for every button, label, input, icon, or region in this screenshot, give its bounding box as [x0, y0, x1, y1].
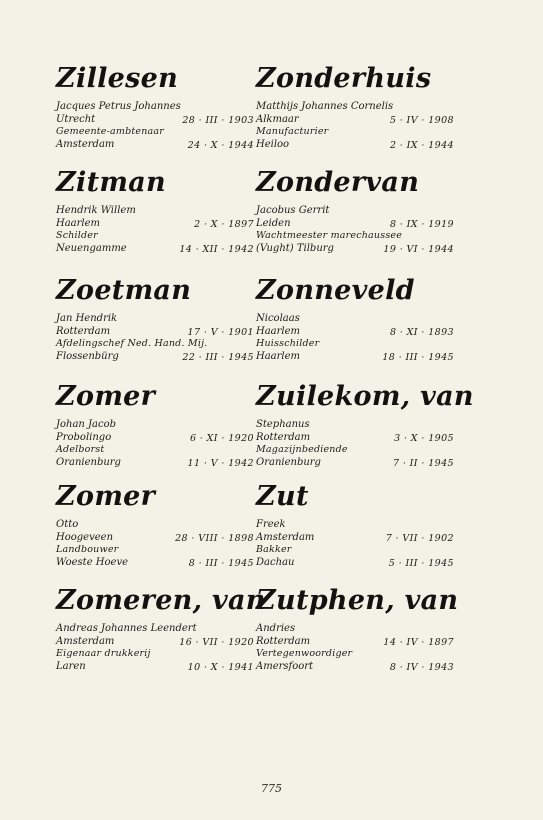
death-place: Heiloo	[256, 139, 290, 150]
entry-zutphen-van	[256, 584, 459, 673]
death-place: Amersfoort	[256, 661, 314, 672]
occupation: Landbouwer	[56, 544, 119, 555]
given-names: Stephanus	[256, 419, 310, 430]
death-date: 22 · III · 1945	[182, 352, 254, 363]
entry-zomer-otto	[56, 480, 256, 569]
death-place: (Vught) Tilburg	[256, 243, 334, 254]
birth-line	[256, 531, 456, 544]
death-date: 18 · III · 1945	[382, 352, 454, 363]
death-date: 14 · XII · 1942	[179, 244, 254, 255]
occupation: Schilder	[56, 230, 98, 241]
death-line	[56, 660, 256, 673]
birth-date: 8 · XI · 1893	[389, 327, 454, 338]
death-date: 24 · X · 1944	[187, 140, 254, 151]
entry-zondervan	[256, 166, 456, 255]
birth-date: 28 · III · 1903	[182, 115, 254, 126]
surname: Zitman	[56, 167, 166, 198]
surname: Zonderhuis	[256, 63, 432, 94]
occupation: Wachtmeester marechaussee	[256, 230, 403, 241]
birth-line	[56, 431, 256, 444]
death-line	[256, 350, 456, 363]
death-date: 5 · III · 1945	[388, 558, 454, 569]
birth-line	[56, 635, 256, 648]
death-place: Haarlem	[256, 351, 301, 362]
death-date: 11 · V · 1942	[187, 458, 254, 469]
occupation: Adelborst	[56, 444, 105, 455]
death-line	[56, 138, 256, 151]
surname: Zomer	[56, 481, 156, 512]
birth-line	[256, 635, 456, 648]
death-line	[56, 242, 256, 255]
given-names: Jacques Petrus Johannes	[56, 101, 181, 112]
death-line	[256, 556, 456, 569]
death-line	[256, 138, 456, 151]
occupation: Huisschilder	[256, 338, 320, 349]
occupation: Gemeente-ambtenaar	[56, 126, 165, 137]
surname: Zondervan	[256, 167, 420, 198]
death-line	[56, 556, 256, 569]
birth-date: 17 · V · 1901	[187, 327, 254, 338]
entry-zonneveld	[256, 274, 456, 363]
death-place: Oranienburg	[256, 457, 321, 468]
occupation: Eigenaar drukkerij	[56, 648, 151, 659]
given-names: Freek	[256, 519, 286, 530]
birth-place: Leiden	[256, 218, 291, 229]
death-line	[56, 350, 256, 363]
birth-place: Amsterdam	[256, 532, 315, 543]
given-names: Otto	[56, 519, 79, 530]
death-place: Amsterdam	[56, 139, 115, 150]
birth-place: Hoogeveen	[56, 532, 114, 543]
given-names: Matthijs Johannes Cornelis	[256, 101, 394, 112]
death-date: 8 · III · 1945	[188, 558, 254, 569]
birth-date: 7 · VII · 1902	[385, 533, 454, 544]
entry-zitman	[56, 166, 256, 255]
birth-line	[256, 325, 456, 338]
birth-place: Rotterdam	[56, 326, 111, 337]
death-place: Woeste Hoeve	[56, 557, 129, 568]
death-place: Flossenbürg	[56, 351, 119, 362]
birth-line	[256, 431, 456, 444]
birth-place: Rotterdam	[256, 432, 311, 443]
entry-zuilekom-van	[256, 380, 474, 469]
given-names: Johan Jacob	[56, 419, 117, 430]
birth-date: 16 · VII · 1920	[179, 637, 254, 648]
death-line	[256, 456, 456, 469]
given-names: Andries	[256, 623, 296, 634]
death-date: 7 · II · 1945	[392, 458, 454, 469]
death-date: 19 · VI · 1944	[383, 244, 454, 255]
birth-place: Utrecht	[56, 114, 96, 125]
given-names: Jan Hendrik	[56, 313, 118, 324]
birth-line	[256, 217, 456, 230]
death-date: 8 · IV · 1943	[389, 662, 454, 673]
birth-place: Haarlem	[256, 326, 301, 337]
occupation: Manufacturier	[256, 126, 329, 137]
birth-place: Amsterdam	[56, 636, 115, 647]
death-place: Neuengamme	[56, 243, 127, 254]
birth-place: Probolingo	[56, 432, 112, 443]
birth-date: 14 · IV · 1897	[383, 637, 454, 648]
entry-zut	[256, 480, 456, 569]
entry-zonderhuis	[256, 62, 456, 151]
death-place: Dachau	[256, 557, 295, 568]
occupation: Magazijnbediende	[256, 444, 348, 455]
entry-zoetman	[56, 274, 256, 363]
entry-zomeren-van	[56, 584, 266, 673]
death-date: 2 · IX · 1944	[389, 140, 454, 151]
death-place: Oranienburg	[56, 457, 121, 468]
death-line	[256, 242, 456, 255]
surname: Zomer	[56, 381, 156, 412]
occupation: Bakker	[256, 544, 292, 555]
surname: Zomeren, van	[56, 585, 266, 616]
surname: Zoetman	[56, 275, 192, 306]
birth-line	[56, 531, 256, 544]
surname: Zut	[256, 481, 309, 512]
surname: Zutphen, van	[256, 585, 459, 616]
death-line	[56, 456, 256, 469]
birth-place: Rotterdam	[256, 636, 311, 647]
occupation: Vertegenwoordiger	[256, 648, 353, 659]
birth-place: Alkmaar	[256, 114, 299, 125]
birth-date: 8 · IX · 1919	[389, 219, 454, 230]
given-names: Andreas Johannes Leendert	[56, 623, 197, 634]
birth-line	[256, 113, 456, 126]
birth-line	[56, 113, 256, 126]
birth-date: 2 · X · 1897	[194, 219, 254, 230]
page-number: 775	[261, 782, 282, 795]
birth-date: 3 · X · 1905	[394, 433, 454, 444]
birth-date: 28 · VIII · 1898	[175, 533, 254, 544]
birth-date: 5 · IV · 1908	[389, 115, 454, 126]
given-names: Hendrik Willem	[56, 205, 136, 216]
surname: Zuilekom, van	[256, 381, 474, 412]
death-line	[256, 660, 456, 673]
death-place: Laren	[56, 661, 86, 672]
birth-line	[56, 325, 256, 338]
entry-zomer-johan	[56, 380, 256, 469]
occupation: Afdelingschef Ned. Hand. Mij.	[56, 338, 208, 349]
surname: Zonneveld	[256, 275, 415, 306]
birth-place: Haarlem	[56, 218, 101, 229]
surname: Zillesen	[56, 63, 179, 94]
given-names: Jacobus Gerrit	[256, 205, 330, 216]
given-names: Nicolaas	[256, 313, 300, 324]
birth-date: 6 · XI · 1920	[189, 433, 254, 444]
entry-zillesen	[56, 62, 256, 151]
birth-line	[56, 217, 256, 230]
death-date: 10 · X · 1941	[187, 662, 254, 673]
